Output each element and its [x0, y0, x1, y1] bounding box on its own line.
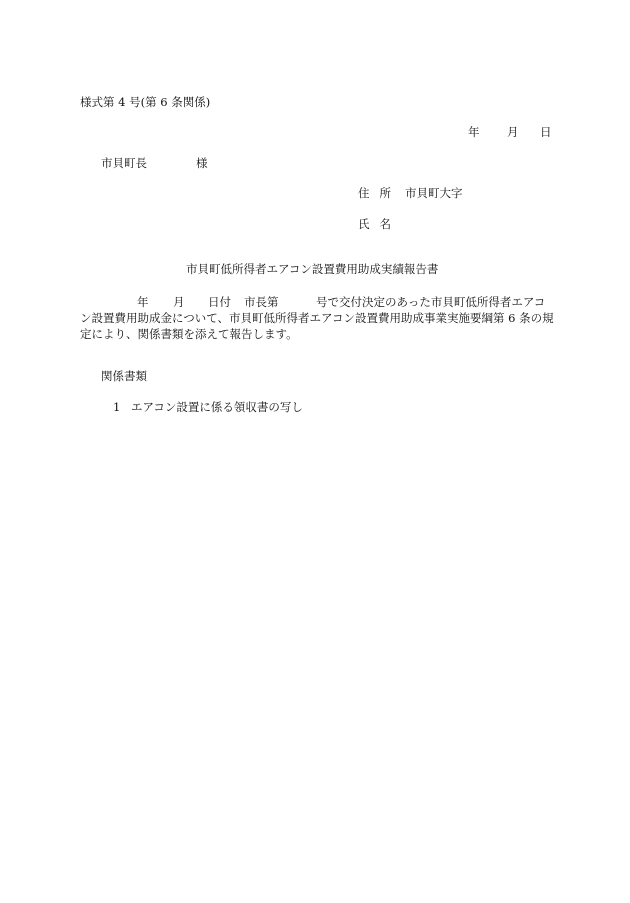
body-month-label: 月: [173, 295, 185, 309]
address-value: 市貝町大字: [405, 186, 463, 200]
body-line-1-rest: 号で交付決定のあった市貝町低所得者エアコ: [316, 295, 546, 309]
body-line-2-text: ン設置費用助成金について、市貝町低所得者エアコン設置費用助成事業実施要綱第 6 条の規: [80, 311, 554, 325]
related-documents-heading: 関係書類: [101, 369, 147, 383]
body-line-3: [80, 326, 550, 342]
addressee-honorific: 様: [196, 156, 208, 170]
report-body-text: [80, 294, 554, 342]
date-month-label: 月: [507, 125, 519, 139]
form-number: 様式第 4 号(第 6 条関係): [80, 95, 211, 109]
body-line-3-text: 定により、関係書類を添えて報告します。: [80, 327, 298, 341]
name-label: 氏名: [358, 217, 401, 231]
attachment-description: エアコン設置に係る領収書の写し: [131, 400, 303, 414]
body-day-label: 日付: [208, 295, 231, 309]
report-title: 市貝町低所得者エアコン設置費用助成実績報告書: [186, 262, 439, 276]
body-line-1: [80, 294, 550, 310]
addressee: 市貝町長: [101, 156, 147, 170]
body-line-2: [80, 310, 554, 326]
body-mayor-number-label: 市長第: [244, 295, 279, 309]
attachment-number: 1: [113, 400, 121, 414]
date-year-label: 年: [468, 125, 480, 139]
date-day-label: 日: [540, 125, 552, 139]
address-label: 住所: [358, 186, 401, 200]
body-year-label: 年: [137, 295, 149, 309]
